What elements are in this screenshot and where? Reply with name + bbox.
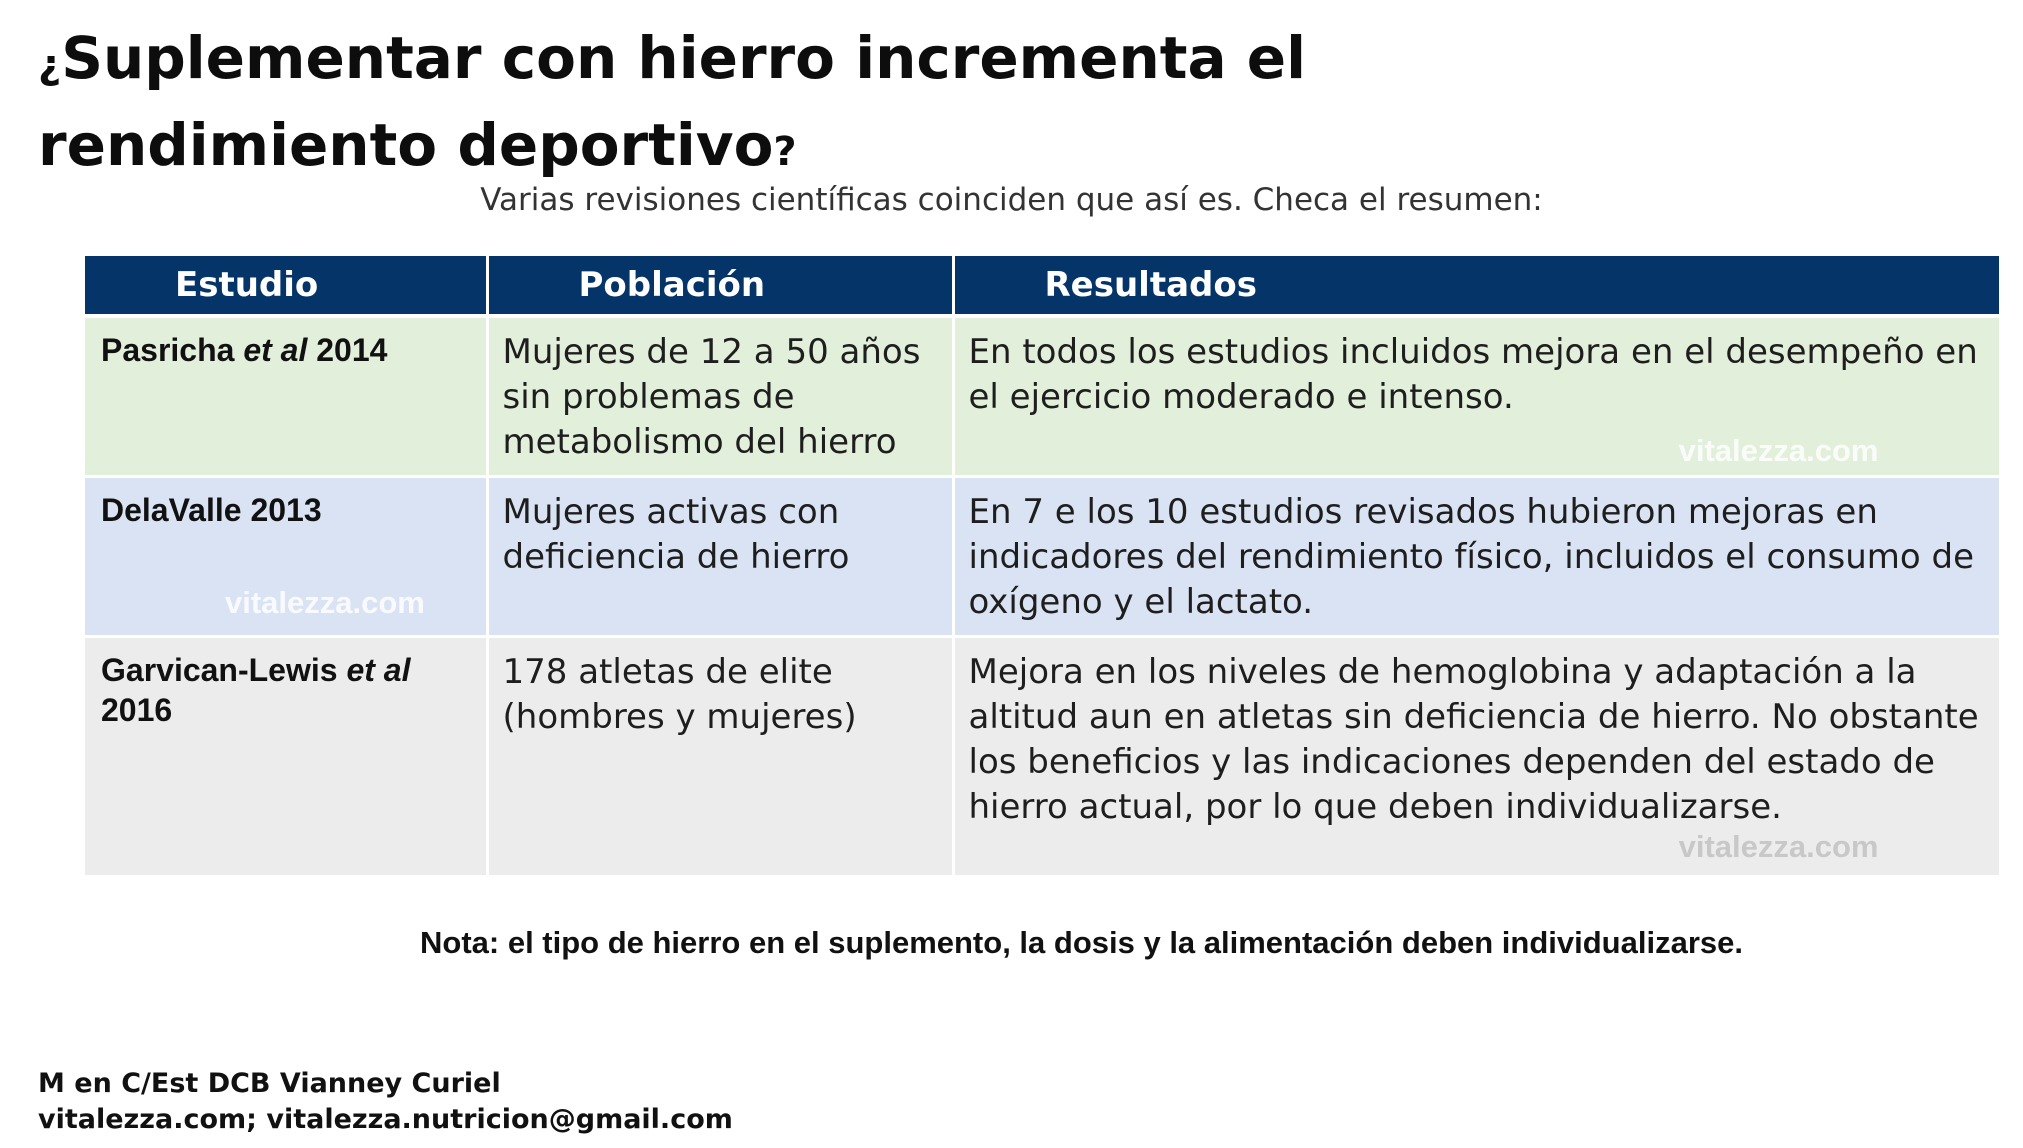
study-et-al: et al — [346, 652, 411, 688]
author-contact: vitalezza.com; vitalezza.nutricion@gmail.com — [38, 1104, 733, 1135]
study-et-al: et al — [243, 332, 308, 368]
population-cell: 178 atletas de elite (hombres y mujeres) — [487, 637, 953, 877]
study-name: Pasricha — [101, 332, 244, 368]
study-name: DelaValle 2013 — [101, 492, 322, 528]
title-suffix: ? — [773, 129, 797, 175]
population-cell: Mujeres de 12 a 50 años sin problemas de metabolismo del hierro — [487, 316, 953, 477]
results-cell: En 7 e los 10 estudios revisados hubieron mejoras en indicadores del rendimiento físico, incluidos el consumo de oxígeno y el lactato. — [953, 477, 2000, 637]
title-line-2: rendimiento deportivo — [38, 111, 774, 179]
title-prefix: ¿ — [38, 42, 62, 88]
watermark: vitalezza.com — [1678, 433, 1879, 468]
header-poblacion: Población — [487, 256, 953, 316]
study-year: 2016 — [101, 692, 173, 728]
table-header-row — [85, 256, 2000, 316]
page-title — [38, 18, 1338, 192]
study-cell — [85, 637, 487, 877]
study-cell — [85, 316, 487, 477]
study-cell — [85, 477, 487, 637]
table-row — [85, 316, 2000, 477]
author-block — [38, 1066, 733, 1138]
study-year: 2014 — [307, 332, 388, 368]
footnote: Nota: el tipo de hierro en el suplemento, la dosis y la alimentación deben individualizarse. — [420, 925, 1743, 960]
title-line-1: Suplementar con hierro incrementa el — [61, 24, 1307, 92]
watermark: vitalezza.com — [225, 585, 425, 620]
header-resultados: Resultados — [953, 256, 2000, 316]
header-estudio: Estudio — [85, 256, 487, 316]
author-name: M en C/Est DCB Vianney Curiel — [38, 1068, 501, 1099]
table-row — [85, 477, 2000, 637]
study-name: Garvican-Lewis — [101, 652, 347, 688]
population-cell: Mujeres activas con deficiencia de hierro — [487, 477, 953, 637]
watermark: vitalezza.com — [1678, 829, 1879, 864]
results-cell — [953, 637, 2000, 877]
results-cell — [953, 316, 2000, 477]
results-text: Mejora en los niveles de hemoglobina y adaptación a la altitud aun en atletas sin deficiencia de hierro. No obstante los beneficios y las indicaciones dependen del estado de hierro actual, por lo que deben individualizarse. — [968, 652, 1979, 827]
studies-table — [85, 256, 2002, 878]
subtitle: Varias revisiones científicas coinciden que así es. Checa el resumen: — [480, 182, 1543, 218]
results-text: En todos los estudios incluidos mejora en el desempeño en el ejercicio moderado e intenso. — [968, 332, 1978, 417]
table-row — [85, 637, 2000, 877]
